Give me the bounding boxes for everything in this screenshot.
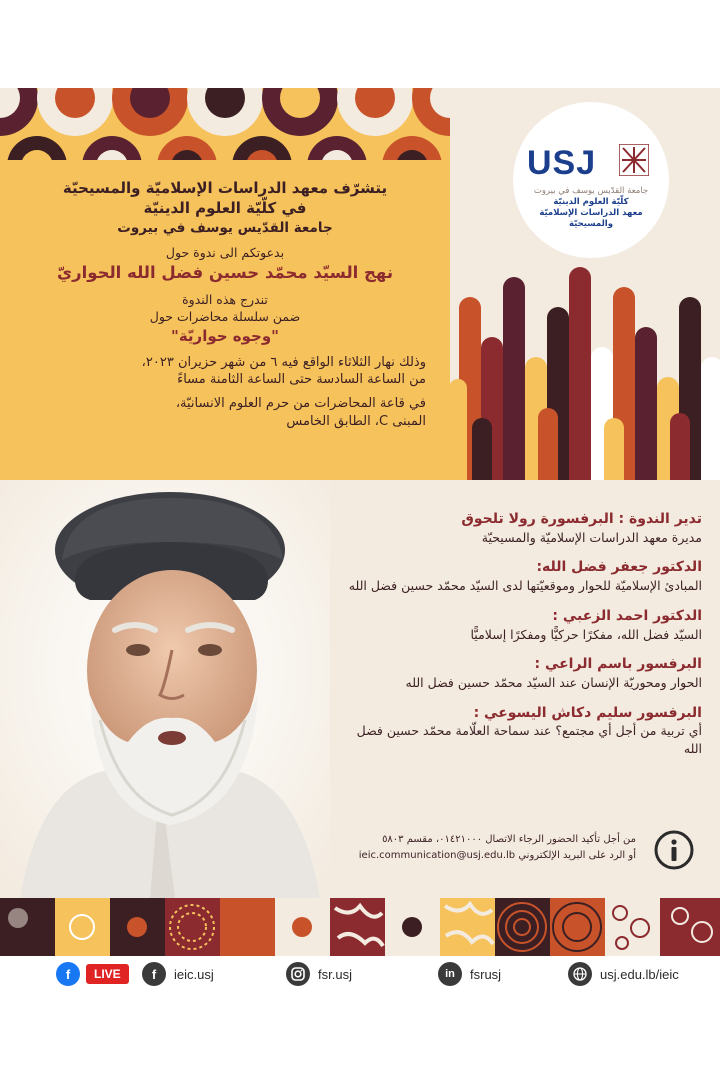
place-line: في قاعة المحاضرات من حرم العلوم الانسانيّة، bbox=[175, 395, 426, 411]
facebook-icon: f bbox=[142, 962, 166, 986]
usj-logo bbox=[513, 102, 669, 258]
speaker-name: البرفسور سليم دكاش اليسوعي : bbox=[473, 704, 702, 721]
linkedin-link[interactable] bbox=[438, 962, 501, 986]
facebook-handle: ieic.usj bbox=[174, 966, 214, 982]
linkedin-handle: fsrusj bbox=[470, 966, 502, 982]
seminar-title: نهج السيّد محمّد حسين فضل الله الحواريّ bbox=[56, 262, 394, 282]
series-intro-2: ضمن سلسلة محاضرات حول bbox=[149, 308, 301, 324]
logo-university: جامعة القدّيس يوسف في بيروت bbox=[533, 186, 649, 196]
facebook-live[interactable] bbox=[56, 962, 129, 986]
invitation-panel bbox=[0, 88, 450, 480]
globe-icon bbox=[568, 962, 592, 986]
live-badge: LIVE bbox=[86, 964, 129, 984]
speaker-desc: مديرة معهد الدراسات الإسلاميّة والمسيحيّة bbox=[481, 529, 702, 545]
website-link[interactable] bbox=[568, 962, 679, 986]
building-line: المبنى C، الطابق الخامس bbox=[286, 413, 426, 429]
rsvp-info bbox=[360, 828, 710, 888]
social-bar bbox=[0, 956, 720, 992]
logo-institute: معهد الدراسات الإسلاميّة والمسيحيّة bbox=[539, 208, 643, 230]
institute-line: يتشرّف معهد الدراسات الإسلاميّة والمسيحيّة bbox=[62, 179, 388, 197]
series-intro: تندرج هذه الندوة bbox=[182, 291, 268, 307]
rsvp-email[interactable]: ieic.communication@usj.edu.lb bbox=[358, 849, 516, 861]
logo-faculty: كلّيّة العلوم الدينيّة bbox=[553, 197, 629, 208]
speaker-desc: السيّد فضل الله، مفكرًا حركيًّا ومفكرًا إسلاميًّا bbox=[470, 626, 702, 642]
info-icon bbox=[654, 830, 694, 870]
time-line: من الساعة السادسة حتى الساعة الثامنة مساءً bbox=[177, 372, 426, 388]
faculty-line: في كلّيّة العلوم الدينيّة bbox=[143, 199, 307, 218]
portrait-panel bbox=[0, 480, 330, 898]
rsvp-email-label: أو الرد على البريد الإلكتروني bbox=[518, 849, 636, 861]
instagram-icon bbox=[286, 962, 310, 986]
date-line: وذلك نهار الثلاثاء الواقع فيه ٦ من شهر حزيران ٢٠٢٣، bbox=[141, 354, 426, 370]
event-poster bbox=[0, 88, 720, 992]
facebook-icon: f bbox=[56, 962, 80, 986]
speaker-name: الدكتور جعفر فضل الله: bbox=[536, 559, 702, 576]
invitation-text bbox=[20, 178, 430, 430]
usj-emblem-icon bbox=[619, 144, 649, 176]
speaker-desc: أي تربية من أجل أي مجتمع؟ عند سماحة العلّامة محمّد حسين فضل الله bbox=[356, 723, 702, 756]
instagram-handle: fsr.usj bbox=[318, 966, 352, 982]
invite-line: بدعوتكم الى ندوة حول bbox=[165, 244, 285, 260]
decorative-pattern-strip bbox=[0, 898, 720, 956]
speaker-desc: الحوار ومحوريّة الإنسان عند السيّد محمّد حسين فضل الله bbox=[405, 675, 702, 691]
usj-wordmark: USJ bbox=[527, 144, 597, 182]
website-url: usj.edu.lb/ieic bbox=[600, 966, 679, 982]
linkedin-icon: in bbox=[438, 962, 462, 986]
speaker-item bbox=[344, 510, 702, 546]
speaker-item bbox=[344, 607, 702, 643]
logo-subtitle bbox=[519, 186, 663, 230]
logo-panel bbox=[450, 88, 720, 480]
facebook-link[interactable] bbox=[142, 962, 214, 986]
university-line: جامعة القدّيس يوسف في بيروت bbox=[117, 219, 333, 236]
speaker-desc: المبادئ الإسلاميّة للحوار وموقعيّتها لدى السيّد محمّد حسين فضل الله bbox=[348, 578, 702, 594]
decorative-bars bbox=[450, 258, 720, 480]
instagram-link[interactable] bbox=[286, 962, 352, 986]
series-title: "وجوه حواريّة" bbox=[171, 326, 279, 345]
speaker-item bbox=[344, 655, 702, 691]
decorative-circles-pattern bbox=[0, 88, 450, 160]
speaker-name: تدير الندوة : البرفسورة رولا تلحوق bbox=[461, 511, 702, 527]
rsvp-email-line bbox=[356, 848, 636, 864]
rsvp-phone: من أجل تأكيد الحضور الرجاء الاتصال ٠١٤٢١٠٠٠، مقسم ٥٨٠٣ bbox=[382, 834, 636, 845]
speaker-name: البرفسور باسم الراعي : bbox=[534, 656, 702, 673]
speaker-item bbox=[344, 558, 702, 594]
rsvp-text bbox=[356, 832, 636, 863]
speaker-portrait bbox=[0, 480, 330, 898]
speaker-item bbox=[344, 704, 702, 758]
speaker-name: الدكتور احمد الزعبي : bbox=[552, 607, 702, 624]
